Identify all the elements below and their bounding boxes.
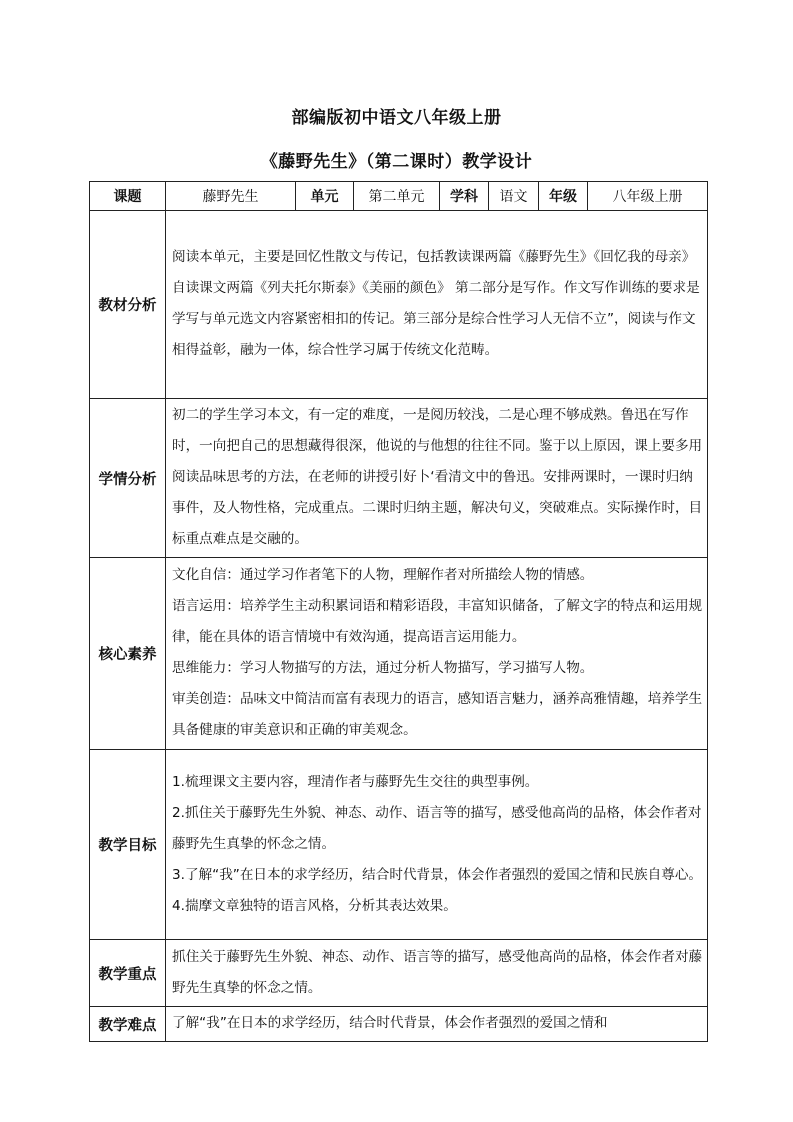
grade-label: 年级 (539, 182, 588, 211)
key-points-text: 抓住关于藤野先生外貌、神态、动作、语言等的描写，感受他高尚的品格，体会作者对藤野先生真挚的怀念之情。 (166, 940, 708, 1007)
textbook-analysis-label: 教材分析 (90, 211, 166, 399)
lesson-plan-table (89, 181, 708, 1042)
difficulties-label: 教学难点 (90, 1007, 166, 1042)
teaching-goals-label: 教学目标 (90, 750, 166, 940)
teaching-goals-content (166, 750, 708, 940)
core-literacy-item: 思维能力：学习人物描写的方法，通过分析人物描写，学习描写人物。 (172, 660, 594, 676)
core-literacy-row (90, 558, 708, 750)
core-literacy-item: 语言运用：培养学生主动积累词语和精彩语段，丰富知识储备，了解文字的特点和运用规律，能在具体的语言情境中有效沟通，提高语言运用能力。 (172, 598, 703, 645)
info-row (90, 182, 708, 211)
student-analysis-row (90, 399, 708, 558)
key-points-label: 教学重点 (90, 940, 166, 1007)
student-analysis-text: 初二的学生学习本文，有一定的难度，一是阅历较浅，二是心理不够成熟。鲁迅在写作时，一向把自己的思想藏得很深，他说的与他想的往往不同。鉴于以上原因，课上要多用阅读品味思考的方法，在老师的讲授引好卜‘看清文中的鲁迅。安排两课时，一课时归纳事件，及人物性格，完成重点。二课时归纳主题，解决句义，突破难点。实际操作时，目标重点难点是交融的。 (166, 399, 708, 558)
teaching-goals-row (90, 750, 708, 940)
textbook-analysis-text: 阅读本单元，主要是回忆性散文与传记，包括教读课两篇《藤野先生》《回忆我的母亲》 自读课文两篇《列夫托尔斯泰》《美丽的颜色》 第二部分是写作。作文写作训练的要求是学写与单元选文内容紧密相扣的传记。第三部分是综合性学习人无信不立”，阅读与作文相得益彰，融为一体，综合性学习属于传统文化范畴。 (166, 211, 708, 399)
lesson-title: 《藤野先生》（第二课时）教学设计 (260, 152, 533, 172)
textbook-analysis-row (90, 211, 708, 399)
teaching-goal-item: 1.梳理课文主要内容，理清作者与藤野先生交往的典型事例。 (172, 773, 539, 790)
teaching-goal-item: 3.了解“我”在日本的求学经历，结合时代背景，体会作者强烈的爱国之情和民族自尊心。 (172, 866, 703, 883)
teaching-goal-item: 2.抓住关于藤野先生外貌、神态、动作、语言等的描写，感受他高尚的品格，体会作者对藤野先生真挚的怀念之情。 (172, 804, 702, 852)
document-title: 部编版初中语文八年级上册 (291, 108, 502, 128)
topic-value: 藤野先生 (166, 182, 296, 211)
unit-label: 单元 (296, 182, 354, 211)
core-literacy-item: 审美创造：品味文中简洁而富有表现力的语言，感知语言魅力，涵养高雅情趣，培养学生具备健康的审美意识和正确的审美观念。 (172, 691, 703, 738)
topic-label: 课题 (90, 182, 166, 211)
grade-value: 八年级上册 (588, 182, 708, 211)
subject-value: 语文 (489, 182, 539, 211)
teaching-goal-item: 4.揣摩文章独特的语言风格，分析其表达效果。 (172, 897, 457, 914)
difficulties-row (90, 1007, 708, 1042)
subject-label: 学科 (440, 182, 489, 211)
core-literacy-label: 核心素养 (90, 558, 166, 750)
core-literacy-content (166, 558, 708, 750)
unit-value: 第二单元 (354, 182, 440, 211)
key-points-row (90, 940, 708, 1007)
difficulties-text: 了解“我”在日本的求学经历，结合时代背景，体会作者强烈的爱国之情和 (166, 1007, 708, 1042)
core-literacy-item: 文化自信：通过学习作者笔下的人物，理解作者对所描绘人物的情感。 (172, 567, 594, 583)
student-analysis-label: 学情分析 (90, 399, 166, 558)
